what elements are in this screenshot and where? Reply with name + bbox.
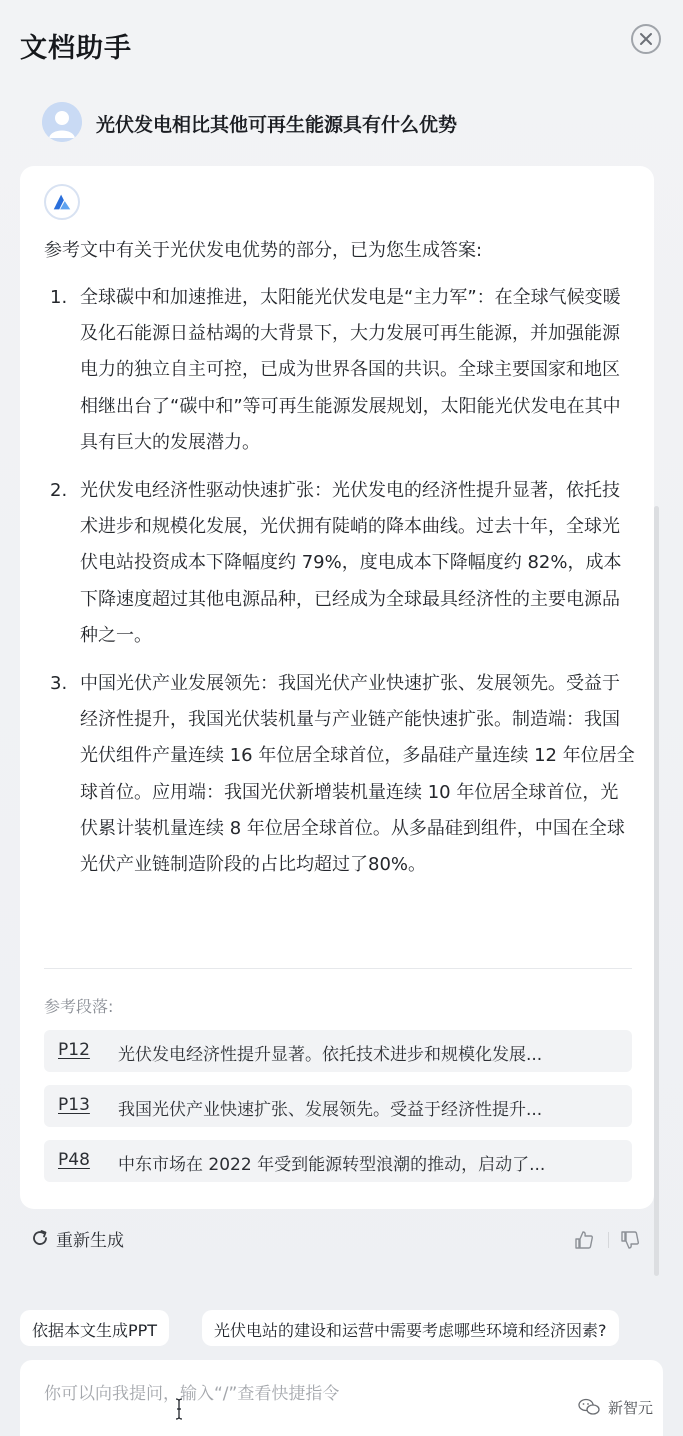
close-icon — [638, 31, 654, 47]
reference-snippet: 中东市场在 2022 年受到能源转型浪潮的推动，启动了... — [118, 1155, 546, 1175]
wechat-icon — [578, 1398, 600, 1416]
answer-item — [50, 666, 635, 883]
watermark-text: 新智元 — [608, 1398, 654, 1417]
chat-input-box — [20, 1360, 663, 1436]
answer-item-number: 3. — [50, 673, 68, 695]
answer-item-number: 1. — [50, 287, 68, 308]
reference-snippet: 我国光伏产业快速扩张、发展领先。受益于经济性提升... — [118, 1100, 543, 1120]
thumbs-up-icon — [574, 1230, 594, 1250]
scrollbar[interactable] — [654, 506, 659, 1276]
thumbs-down-button[interactable] — [620, 1230, 640, 1250]
reference-page-link[interactable]: P48 — [58, 1150, 90, 1170]
suggestion-chips — [20, 1310, 670, 1348]
regenerate-label: 重新生成 — [56, 1230, 124, 1251]
panel-header — [20, 22, 663, 66]
answer-list — [50, 280, 635, 883]
answer-item — [50, 473, 635, 654]
user-avatar — [42, 102, 82, 142]
suggestion-chip[interactable]: 光伏电站的建设和运营中需要考虑哪些环境和经济因素? — [202, 1310, 619, 1346]
suggestion-chip[interactable]: 依据本文生成PPT — [20, 1310, 169, 1346]
question-text: 光伏发电相比其他可再生能源具有什么优势 — [96, 114, 458, 136]
thumbs-down-icon — [620, 1230, 640, 1250]
reference-page-link[interactable]: P12 — [58, 1040, 90, 1060]
reference-list — [44, 1030, 632, 1195]
chat-input[interactable] — [42, 1378, 566, 1410]
answer-item — [50, 280, 635, 461]
reference-item[interactable] — [44, 1085, 632, 1127]
reference-snippet: 光伏发电经济性提升显著。依托技术进步和规模化发展... — [118, 1045, 543, 1065]
references-label: 参考段落: — [44, 997, 114, 1016]
answer-item-text: 全球碳中和加速推进，太阳能光伏发电是“主力军”：在全球气候变暖及化石能源日益枯竭的大背景下，大力发展可再生能源，并加强能源电力的独立自主可控，已成为世界各国的共识。全球主要国家和地区相继出台了“碳中和”等可再生能源发展规划，太阳能光伏发电在其中具有巨大的发展潜力。 — [80, 287, 621, 453]
panel-title: 文档助手 — [20, 33, 132, 64]
answer-item-text: 光伏发电经济性驱动快速扩张：光伏发电的经济性提升显著，依托技术进步和规模化发展，光伏拥有陡峭的降本曲线。过去十年，全球光伏电站投资成本下降幅度约 79%，度电成本下降幅度约 82%，成本下降速度超过其他电源品种，已经成为全球最具经济性的主要电源品种之一。 — [80, 480, 622, 646]
assistant-logo-icon — [44, 184, 80, 220]
reference-item[interactable] — [44, 1030, 632, 1072]
text-cursor-icon — [174, 1398, 184, 1420]
divider — [44, 968, 632, 969]
regenerate-button[interactable] — [30, 1224, 124, 1252]
answer-intro: 参考文中有关于光伏发电优势的部分，已为您生成答案: — [44, 240, 483, 261]
answer-item-text: 中国光伏产业发展领先：我国光伏产业快速扩张、发展领先。受益于经济性提升，我国光伏装机量与产业链产能快速扩张。制造端：我国光伏组件产量连续 16 年位居全球首位，多晶硅产量连续 12 年位居全球首位。应用端：我国光伏新增装机量连续 10 年位居全球首位，光伏累计装机量连续 8 年位居全球首位。从多晶硅到组件，中国在全球光伏产业链制造阶段的占比均超过了80%。 — [80, 673, 635, 876]
watermark — [578, 1394, 653, 1420]
user-question — [42, 102, 642, 142]
divider — [608, 1232, 609, 1248]
thumbs-up-button[interactable] — [574, 1230, 594, 1250]
reference-page-link[interactable]: P13 — [58, 1095, 90, 1115]
answer-actions — [30, 1224, 644, 1254]
answer-card — [20, 166, 654, 1209]
refresh-icon — [30, 1228, 50, 1248]
close-button[interactable] — [631, 24, 661, 54]
answer-item-number: 2. — [50, 480, 68, 502]
reference-item[interactable] — [44, 1140, 632, 1182]
